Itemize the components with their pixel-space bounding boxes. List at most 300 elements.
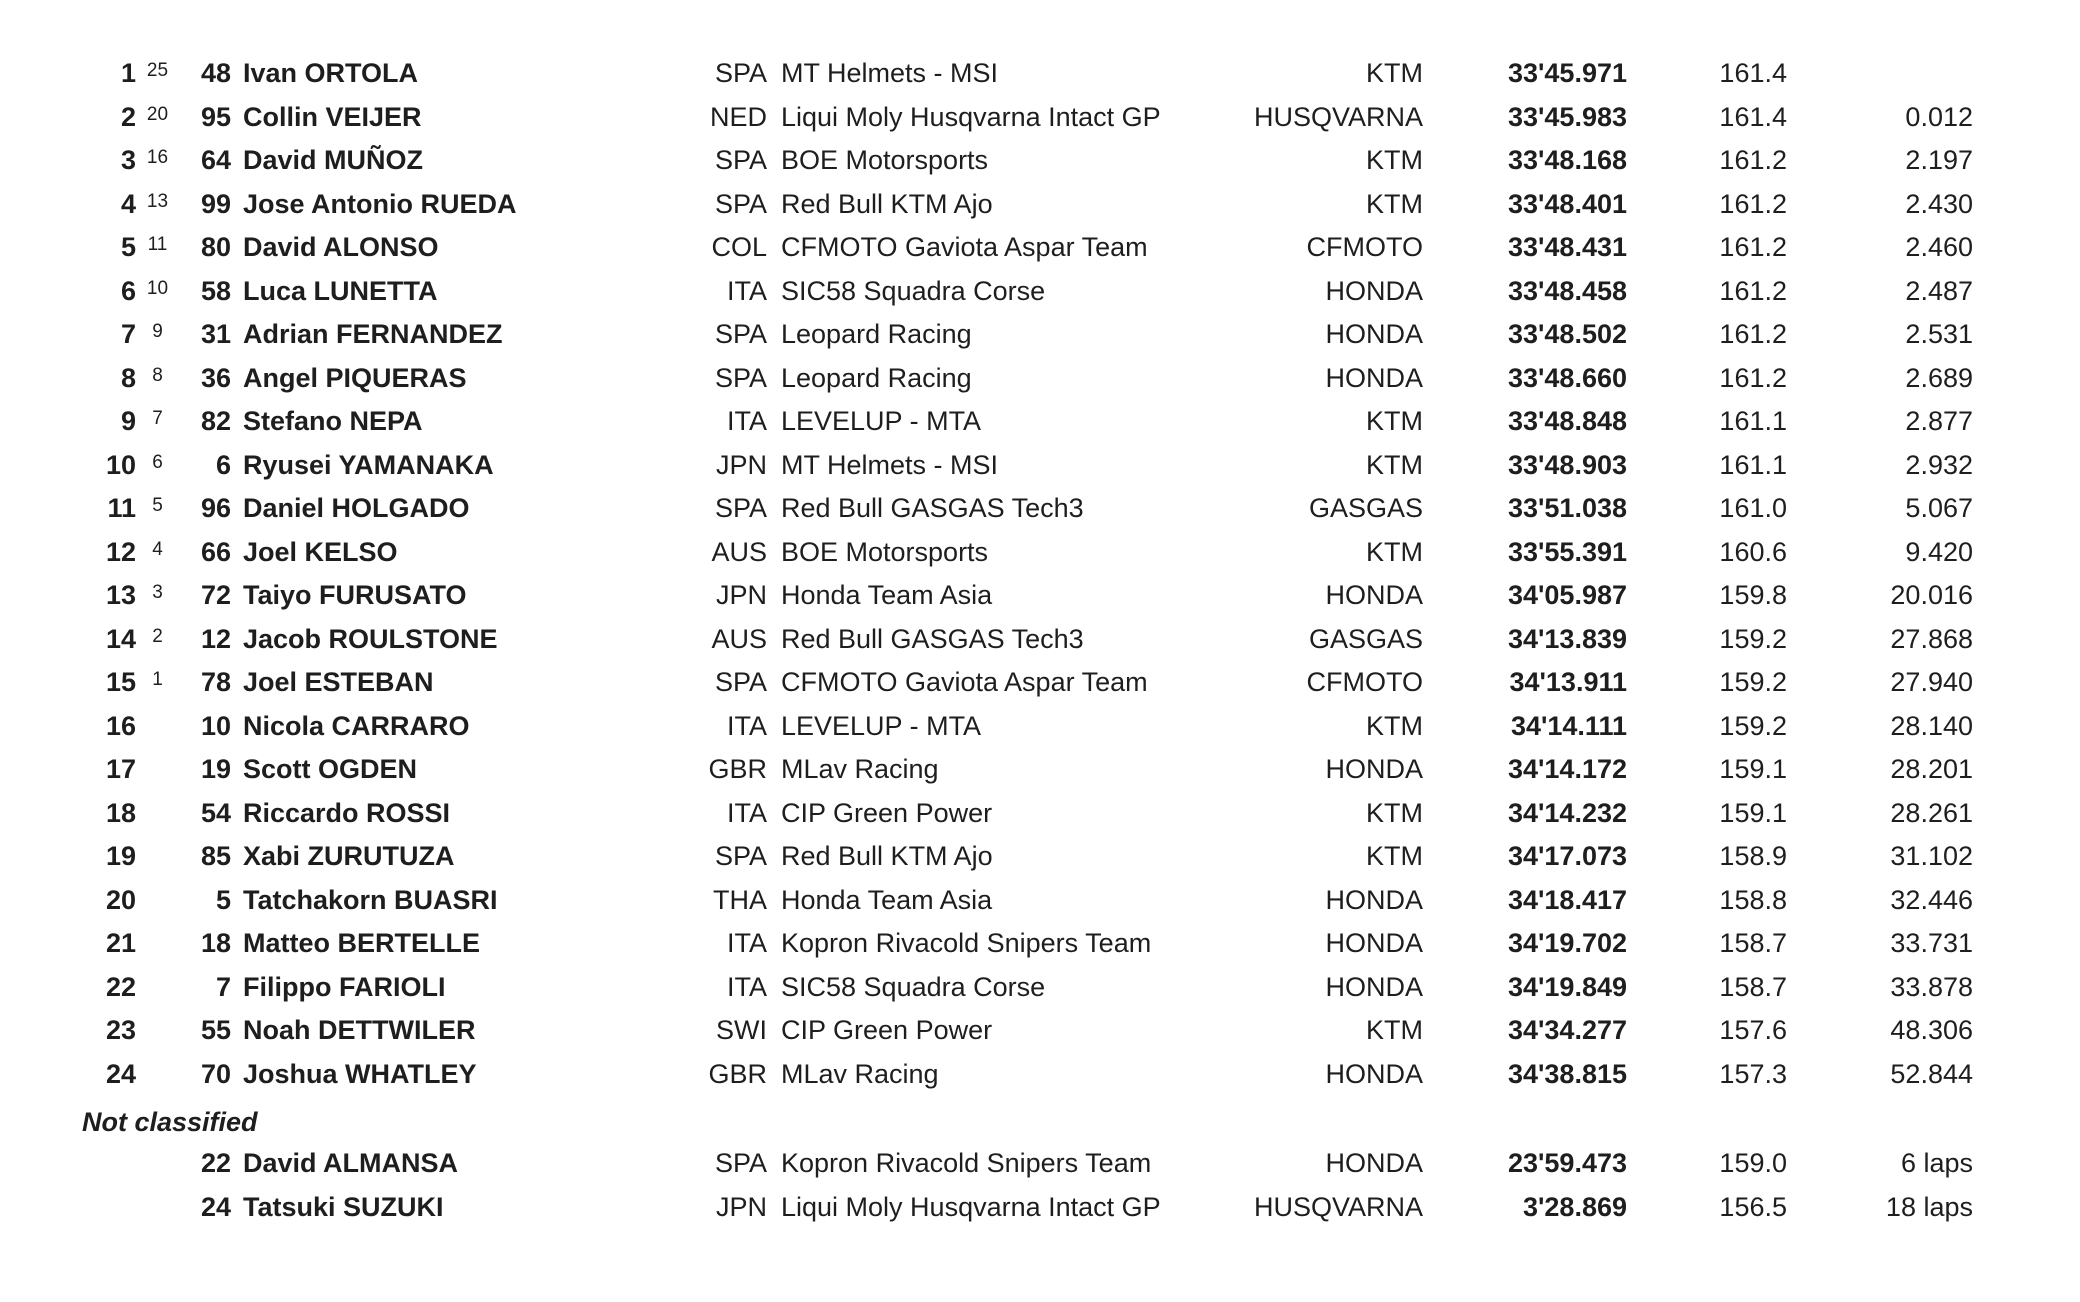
- team-cell: SIC58 Squadra Corse: [781, 275, 1046, 306]
- gap-cell: 52.844: [1890, 1058, 1973, 1089]
- nationality-cell: SPA: [714, 362, 767, 393]
- nationality-cell: NED: [709, 101, 767, 132]
- position-cell: 22: [105, 971, 136, 1002]
- position-cell: 15: [105, 667, 136, 697]
- spacer: [767, 1053, 781, 1097]
- spacer: [231, 183, 243, 227]
- position-cell: 4: [120, 188, 136, 219]
- spacer: [767, 183, 781, 227]
- spacer: [767, 52, 781, 96]
- rider-name-cell: Joel KELSO: [243, 536, 398, 567]
- position-cell: [75, 1142, 136, 1186]
- team-cell: CFMOTO Gaviota Aspar Team: [781, 667, 1148, 697]
- rider-number-cell: 6: [215, 449, 231, 480]
- team-cell: Kopron Rivacold Snipers Team: [781, 928, 1152, 958]
- points-cell: [136, 966, 179, 972]
- points-cell: [136, 748, 179, 754]
- result-row: [0, 313, 2080, 357]
- left-margin: [0, 357, 75, 401]
- result-row: [0, 1053, 2080, 1097]
- position-cell: 9: [120, 406, 136, 436]
- position-cell: 14: [105, 623, 136, 654]
- spacer: [231, 531, 243, 575]
- spacer: [767, 487, 781, 531]
- team-cell: Leopard Racing: [781, 362, 972, 393]
- gap-cell: 2.487: [1905, 275, 1973, 306]
- result-row: [0, 139, 2080, 183]
- spacer: [767, 748, 781, 792]
- manufacturer-cell: KTM: [1366, 1015, 1423, 1045]
- manufacturer-cell: HONDA: [1325, 1148, 1423, 1178]
- nationality-cell: JPN: [715, 449, 767, 480]
- spacer: [767, 357, 781, 401]
- rider-number-cell: 31: [200, 319, 231, 349]
- rider-number-cell: 18: [200, 928, 231, 958]
- position-cell: 16: [105, 710, 136, 741]
- rider-name-cell: Daniel HOLGADO: [243, 493, 470, 523]
- rider-number-cell: 24: [200, 1191, 231, 1222]
- rider-name-cell: Matteo BERTELLE: [243, 928, 481, 958]
- rider-number-cell: 99: [200, 188, 231, 219]
- position-cell: 13: [105, 580, 136, 610]
- gap-cell: 31.102: [1890, 841, 1973, 871]
- rider-name-cell: Jacob ROULSTONE: [243, 623, 498, 654]
- avg-speed-cell: 161.4: [1719, 101, 1787, 132]
- gap-cell: 33.878: [1890, 971, 1973, 1002]
- left-margin: [0, 1009, 75, 1053]
- position-cell: 11: [107, 493, 136, 523]
- spacer: [767, 1142, 781, 1186]
- left-margin: [0, 487, 75, 531]
- gap-cell: 2.689: [1905, 362, 1973, 393]
- points-cell: 8: [152, 364, 163, 386]
- race-time-cell: 34'14.232: [1507, 797, 1627, 828]
- gap-cell: 9.420: [1905, 536, 1973, 567]
- spacer: [767, 966, 781, 1010]
- rider-name-cell: Noah DETTWILER: [243, 1015, 476, 1045]
- nationality-cell: JPN: [715, 580, 767, 610]
- avg-speed-cell: 159.2: [1719, 710, 1787, 741]
- race-time-cell: 33'45.971: [1507, 58, 1627, 88]
- nationality-cell: SPA: [714, 58, 767, 88]
- spacer: [767, 618, 781, 662]
- spacer: [767, 922, 781, 966]
- team-cell: Red Bull KTM Ajo: [781, 841, 993, 871]
- nationality-cell: SPA: [714, 667, 767, 697]
- race-time-cell: 33'48.401: [1507, 188, 1627, 219]
- points-cell: 4: [152, 538, 163, 560]
- result-row: [0, 487, 2080, 531]
- left-margin: [0, 1053, 75, 1097]
- position-cell: 8: [120, 362, 136, 393]
- points-cell: [136, 792, 179, 798]
- points-cell: 3: [152, 582, 163, 603]
- avg-speed-cell: 161.4: [1719, 58, 1787, 88]
- rider-number-cell: 10: [200, 710, 231, 741]
- gap-cell: [1787, 52, 1973, 96]
- avg-speed-cell: 158.9: [1719, 841, 1787, 871]
- manufacturer-cell: KTM: [1366, 188, 1423, 219]
- race-time-cell: 33'48.502: [1507, 319, 1627, 349]
- team-cell: Honda Team Asia: [781, 884, 993, 915]
- left-margin: [0, 574, 75, 618]
- gap-cell: 33.731: [1890, 928, 1973, 958]
- spacer: [231, 226, 243, 270]
- nationality-cell: SPA: [714, 145, 767, 175]
- nationality-cell: ITA: [727, 275, 767, 306]
- left-margin: [0, 748, 75, 792]
- spacer: [767, 792, 781, 836]
- avg-speed-cell: 159.2: [1719, 623, 1787, 654]
- gap-cell: 28.261: [1890, 797, 1973, 828]
- avg-speed-cell: 161.2: [1719, 319, 1787, 349]
- gap-cell: 28.201: [1890, 754, 1973, 784]
- rider-number-cell: 54: [200, 797, 231, 828]
- spacer: [767, 139, 781, 183]
- nationality-cell: JPN: [715, 1191, 767, 1222]
- avg-speed-cell: 159.2: [1719, 667, 1787, 697]
- spacer: [231, 705, 243, 749]
- rider-number-cell: 78: [200, 667, 231, 697]
- points-cell: [136, 705, 179, 711]
- gap-cell: 2.932: [1905, 449, 1973, 480]
- manufacturer-cell: GASGAS: [1308, 623, 1423, 654]
- team-cell: CIP Green Power: [781, 1015, 993, 1045]
- team-cell: Red Bull GASGAS Tech3: [781, 623, 1084, 654]
- manufacturer-cell: HUSQVARNA: [1253, 101, 1423, 132]
- points-cell: 7: [152, 408, 163, 429]
- rider-name-cell: David ALONSO: [243, 232, 439, 262]
- gap-cell: 5.067: [1905, 493, 1973, 523]
- avg-speed-cell: 161.2: [1719, 362, 1787, 393]
- spacer: [767, 313, 781, 357]
- team-cell: MT Helmets - MSI: [781, 58, 999, 88]
- avg-speed-cell: 161.2: [1719, 188, 1787, 219]
- nationality-cell: SPA: [714, 188, 767, 219]
- avg-speed-cell: 158.7: [1719, 971, 1787, 1002]
- spacer: [231, 661, 243, 705]
- nationality-cell: GBR: [708, 1058, 767, 1089]
- result-row: [0, 400, 2080, 444]
- team-cell: Leopard Racing: [781, 319, 972, 349]
- spacer: [231, 1186, 243, 1230]
- position-cell: 2: [120, 101, 136, 132]
- left-margin: [0, 139, 75, 183]
- nationality-cell: SPA: [714, 319, 767, 349]
- race-time-cell: 34'05.987: [1507, 580, 1627, 610]
- not-classified-label: Not classified: [82, 1107, 258, 1137]
- nationality-cell: AUS: [711, 536, 767, 567]
- spacer: [231, 52, 243, 96]
- manufacturer-cell: KTM: [1366, 406, 1423, 436]
- avg-speed-cell: 161.1: [1719, 406, 1787, 436]
- rider-name-cell: Taiyo FURUSATO: [243, 580, 467, 610]
- manufacturer-cell: KTM: [1366, 536, 1423, 567]
- rider-name-cell: Xabi ZURUTUZA: [243, 841, 455, 871]
- spacer: [767, 705, 781, 749]
- nationality-cell: ITA: [727, 710, 767, 741]
- spacer: [231, 748, 243, 792]
- result-row: [0, 574, 2080, 618]
- left-margin: [0, 705, 75, 749]
- result-row: [0, 531, 2080, 575]
- rider-number-cell: 12: [200, 623, 231, 654]
- manufacturer-cell: HONDA: [1325, 928, 1423, 958]
- result-row: [0, 792, 2080, 836]
- rider-name-cell: David ALMANSA: [243, 1148, 459, 1178]
- gap-cell: 20.016: [1890, 580, 1973, 610]
- rider-number-cell: 36: [200, 362, 231, 393]
- spacer: [767, 96, 781, 140]
- left-margin: [0, 313, 75, 357]
- points-cell: 13: [146, 190, 169, 212]
- result-row: [0, 357, 2080, 401]
- result-row: [0, 1186, 2080, 1230]
- team-cell: MLav Racing: [781, 754, 939, 784]
- left-margin: [0, 400, 75, 444]
- race-time-cell: 34'18.417: [1507, 884, 1627, 915]
- points-cell: [136, 1053, 179, 1059]
- race-time-cell: 33'48.903: [1507, 449, 1627, 480]
- avg-speed-cell: 159.1: [1719, 754, 1787, 784]
- rider-number-cell: 85: [200, 841, 231, 871]
- manufacturer-cell: KTM: [1366, 58, 1423, 88]
- points-cell: 11: [147, 234, 168, 255]
- result-row: [0, 705, 2080, 749]
- rider-number-cell: 72: [200, 580, 231, 610]
- rider-name-cell: Joel ESTEBAN: [243, 667, 434, 697]
- spacer: [767, 661, 781, 705]
- race-time-cell: 23'59.473: [1507, 1148, 1627, 1178]
- race-time-cell: 34'14.111: [1510, 710, 1627, 741]
- rider-number-cell: 66: [200, 536, 231, 567]
- left-margin: [0, 531, 75, 575]
- race-time-cell: 34'19.702: [1507, 928, 1627, 958]
- manufacturer-cell: HONDA: [1325, 275, 1423, 306]
- points-cell: 6: [152, 451, 163, 473]
- spacer: [231, 574, 243, 618]
- avg-speed-cell: 161.2: [1719, 275, 1787, 306]
- spacer: [231, 1142, 243, 1186]
- spacer: [231, 444, 243, 488]
- race-time-cell: 34'13.839: [1507, 623, 1627, 654]
- left-margin: [0, 618, 75, 662]
- manufacturer-cell: HONDA: [1325, 754, 1423, 784]
- spacer: [767, 444, 781, 488]
- avg-speed-cell: 161.2: [1719, 145, 1787, 175]
- result-row: [0, 226, 2080, 270]
- gap-cell: 2.531: [1905, 319, 1973, 349]
- race-time-cell: 33'55.391: [1507, 536, 1627, 567]
- rider-number-cell: 96: [200, 493, 231, 523]
- rider-name-cell: Collin VEIJER: [243, 101, 422, 132]
- position-cell: 12: [105, 536, 136, 567]
- position-cell: 24: [105, 1058, 136, 1089]
- left-margin: [0, 1142, 75, 1186]
- spacer: [231, 1009, 243, 1053]
- points-cell: [136, 835, 179, 841]
- spacer: [231, 618, 243, 662]
- team-cell: SIC58 Squadra Corse: [781, 971, 1046, 1002]
- nationality-cell: GBR: [708, 754, 767, 784]
- gap-cell: 2.430: [1905, 188, 1973, 219]
- points-cell: 1: [152, 669, 163, 690]
- race-time-cell: 34'34.277: [1507, 1015, 1627, 1045]
- nationality-cell: ITA: [727, 797, 767, 828]
- manufacturer-cell: HONDA: [1325, 580, 1423, 610]
- left-margin: [0, 52, 75, 96]
- manufacturer-cell: HONDA: [1325, 971, 1423, 1002]
- rider-number-cell: 80: [200, 232, 231, 262]
- team-cell: MLav Racing: [781, 1058, 939, 1089]
- team-cell: Liqui Moly Husqvarna Intact GP: [781, 1191, 1161, 1222]
- manufacturer-cell: KTM: [1366, 145, 1423, 175]
- manufacturer-cell: CFMOTO: [1306, 667, 1423, 697]
- not-classified-table: [0, 1142, 2080, 1229]
- position-cell: 19: [105, 841, 136, 871]
- race-time-cell: 33'48.431: [1507, 232, 1627, 262]
- position-cell: 3: [120, 145, 136, 175]
- nationality-cell: SPA: [714, 841, 767, 871]
- manufacturer-cell: KTM: [1366, 710, 1423, 741]
- nationality-cell: COL: [711, 232, 767, 262]
- result-row: [0, 1142, 2080, 1186]
- left-margin: [0, 661, 75, 705]
- rider-name-cell: Tatchakorn BUASRI: [243, 884, 498, 915]
- position-cell: [75, 1186, 136, 1230]
- rider-number-cell: 48: [200, 58, 231, 88]
- team-cell: Kopron Rivacold Snipers Team: [781, 1148, 1152, 1178]
- team-cell: Red Bull KTM Ajo: [781, 188, 993, 219]
- rider-number-cell: 5: [215, 884, 231, 915]
- team-cell: BOE Motorsports: [781, 536, 989, 567]
- position-cell: 10: [105, 449, 136, 480]
- left-margin: [0, 835, 75, 879]
- avg-speed-cell: 158.7: [1719, 928, 1787, 958]
- spacer: [231, 357, 243, 401]
- left-margin: [0, 444, 75, 488]
- rider-number-cell: 22: [200, 1148, 231, 1178]
- left-margin: [0, 879, 75, 923]
- rider-name-cell: Jose Antonio RUEDA: [243, 188, 517, 219]
- race-time-cell: 34'19.849: [1507, 971, 1627, 1002]
- nationality-cell: SPA: [714, 1148, 767, 1178]
- gap-cell: 27.940: [1890, 667, 1973, 697]
- spacer: [767, 226, 781, 270]
- rider-name-cell: David MUÑOZ: [243, 145, 424, 175]
- result-row: [0, 444, 2080, 488]
- nationality-cell: ITA: [727, 971, 767, 1002]
- spacer: [767, 835, 781, 879]
- spacer: [231, 879, 243, 923]
- rider-name-cell: Ivan ORTOLA: [243, 58, 419, 88]
- rider-name-cell: Angel PIQUERAS: [243, 362, 467, 393]
- left-margin: [0, 226, 75, 270]
- points-cell: 9: [152, 321, 163, 342]
- avg-speed-cell: 159.8: [1719, 580, 1787, 610]
- race-time-cell: 34'38.815: [1507, 1058, 1627, 1089]
- race-time-cell: 34'14.172: [1507, 754, 1627, 784]
- result-row: [0, 661, 2080, 705]
- position-cell: 21: [105, 928, 136, 958]
- points-cell: 2: [152, 625, 163, 647]
- result-row: [0, 270, 2080, 314]
- spacer: [231, 487, 243, 531]
- left-margin: [0, 183, 75, 227]
- nationality-cell: SPA: [714, 493, 767, 523]
- result-row: [0, 879, 2080, 923]
- gap-cell: 0.012: [1905, 101, 1973, 132]
- points-cell: [136, 879, 179, 885]
- position-cell: 23: [105, 1015, 136, 1045]
- manufacturer-cell: CFMOTO: [1306, 232, 1423, 262]
- result-row: [0, 1009, 2080, 1053]
- manufacturer-cell: KTM: [1366, 449, 1423, 480]
- race-time-cell: 34'13.911: [1509, 667, 1627, 697]
- race-time-cell: 33'45.983: [1507, 101, 1627, 132]
- avg-speed-cell: 157.6: [1719, 1015, 1787, 1045]
- avg-speed-cell: 159.0: [1719, 1148, 1787, 1178]
- manufacturer-cell: GASGAS: [1308, 493, 1423, 523]
- left-margin: [0, 270, 75, 314]
- manufacturer-cell: HONDA: [1325, 1058, 1423, 1089]
- avg-speed-cell: 161.0: [1719, 493, 1787, 523]
- left-margin: [0, 966, 75, 1010]
- points-cell: [136, 1009, 179, 1015]
- rider-number-cell: 58: [200, 275, 231, 306]
- rider-number-cell: 70: [200, 1058, 231, 1089]
- result-row: [0, 183, 2080, 227]
- avg-speed-cell: 160.6: [1719, 536, 1787, 567]
- race-time-cell: 3'28.869: [1522, 1191, 1627, 1222]
- nationality-cell: AUS: [711, 623, 767, 654]
- team-cell: Red Bull GASGAS Tech3: [781, 493, 1084, 523]
- rider-name-cell: Joshua WHATLEY: [243, 1058, 477, 1089]
- gap-cell: 2.460: [1905, 232, 1973, 262]
- rider-name-cell: Adrian FERNANDEZ: [243, 319, 503, 349]
- manufacturer-cell: KTM: [1366, 841, 1423, 871]
- position-cell: 18: [105, 797, 136, 828]
- avg-speed-cell: 159.1: [1719, 797, 1787, 828]
- team-cell: LEVELUP - MTA: [781, 406, 982, 436]
- gap-cell: 18 laps: [1885, 1191, 1973, 1222]
- rider-number-cell: 95: [200, 101, 231, 132]
- manufacturer-cell: HONDA: [1325, 362, 1423, 393]
- spacer: [767, 1186, 781, 1230]
- team-cell: Honda Team Asia: [781, 580, 993, 610]
- result-row: [0, 618, 2080, 662]
- rider-number-cell: 55: [200, 1015, 231, 1045]
- team-cell: MT Helmets - MSI: [781, 449, 999, 480]
- gap-cell: 2.877: [1905, 406, 1973, 436]
- rider-number-cell: 64: [200, 145, 231, 175]
- race-time-cell: 33'48.458: [1507, 275, 1627, 306]
- nationality-cell: ITA: [727, 406, 767, 436]
- avg-speed-cell: 161.1: [1719, 449, 1787, 480]
- points-cell: 25: [146, 60, 169, 81]
- race-time-cell: 33'48.848: [1507, 406, 1627, 436]
- result-row: [0, 52, 2080, 96]
- spacer: [231, 96, 243, 140]
- result-row: [0, 96, 2080, 140]
- spacer: [231, 792, 243, 836]
- race-time-cell: 34'17.073: [1507, 841, 1627, 871]
- spacer: [231, 139, 243, 183]
- spacer: [231, 270, 243, 314]
- position-cell: 17: [105, 754, 136, 784]
- position-cell: 1: [120, 58, 136, 88]
- rider-name-cell: Filippo FARIOLI: [243, 971, 446, 1002]
